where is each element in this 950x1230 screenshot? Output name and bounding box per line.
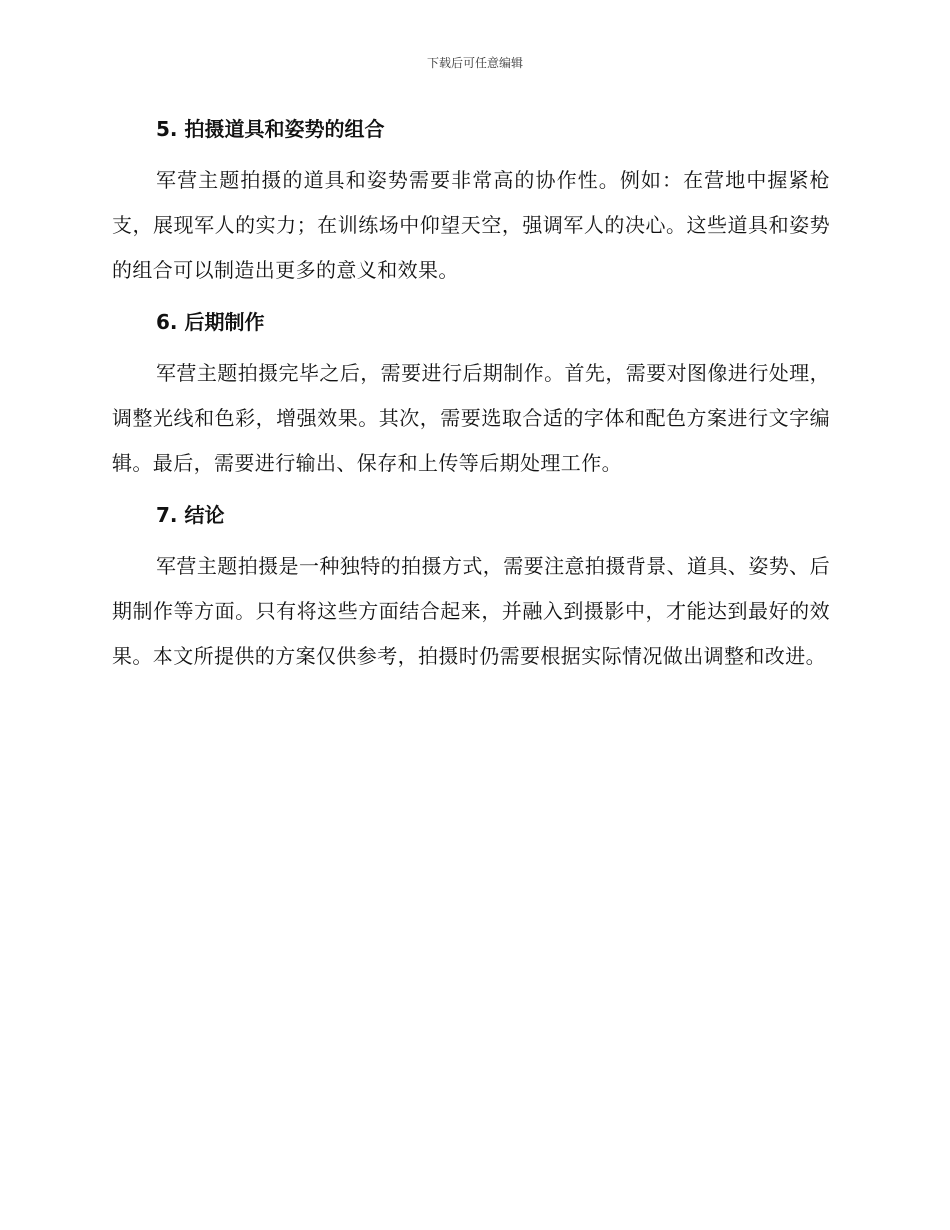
section-5 [112,112,830,293]
running-header: 下载后可任意编辑 [426,56,523,70]
section-heading: 7. 结论 [156,503,225,527]
section-heading: 6. 后期制作 [156,310,265,334]
section-6 [112,305,830,486]
section-7 [112,498,830,679]
section-heading: 5. 拍摄道具和姿势的组合 [156,117,385,141]
section-paragraph: 军营主题拍摄完毕之后，需要进行后期制作。首先，需要对图像进行处理，调整光线和色彩，增强效果。其次，需要选取合适的字体和配色方案进行文字编辑。最后，需要进行输出、保存和上传等后期处理工作。 [112,361,830,475]
section-paragraph: 军营主题拍摄是一种独特的拍摄方式，需要注意拍摄背景、道具、姿势、后期制作等方面。只有将这些方面结合起来，并融入到摄影中，才能达到最好的效果。本文所提供的方案仅供参考，拍摄时仍需要根据实际情况做出调整和改进。 [112,554,830,668]
document-body [112,112,830,691]
section-paragraph: 军营主题拍摄的道具和姿势需要非常高的协作性。例如：在营地中握紧枪支，展现军人的实力；在训练场中仰望天空，强调军人的决心。这些道具和姿势的组合可以制造出更多的意义和效果。 [112,168,830,282]
